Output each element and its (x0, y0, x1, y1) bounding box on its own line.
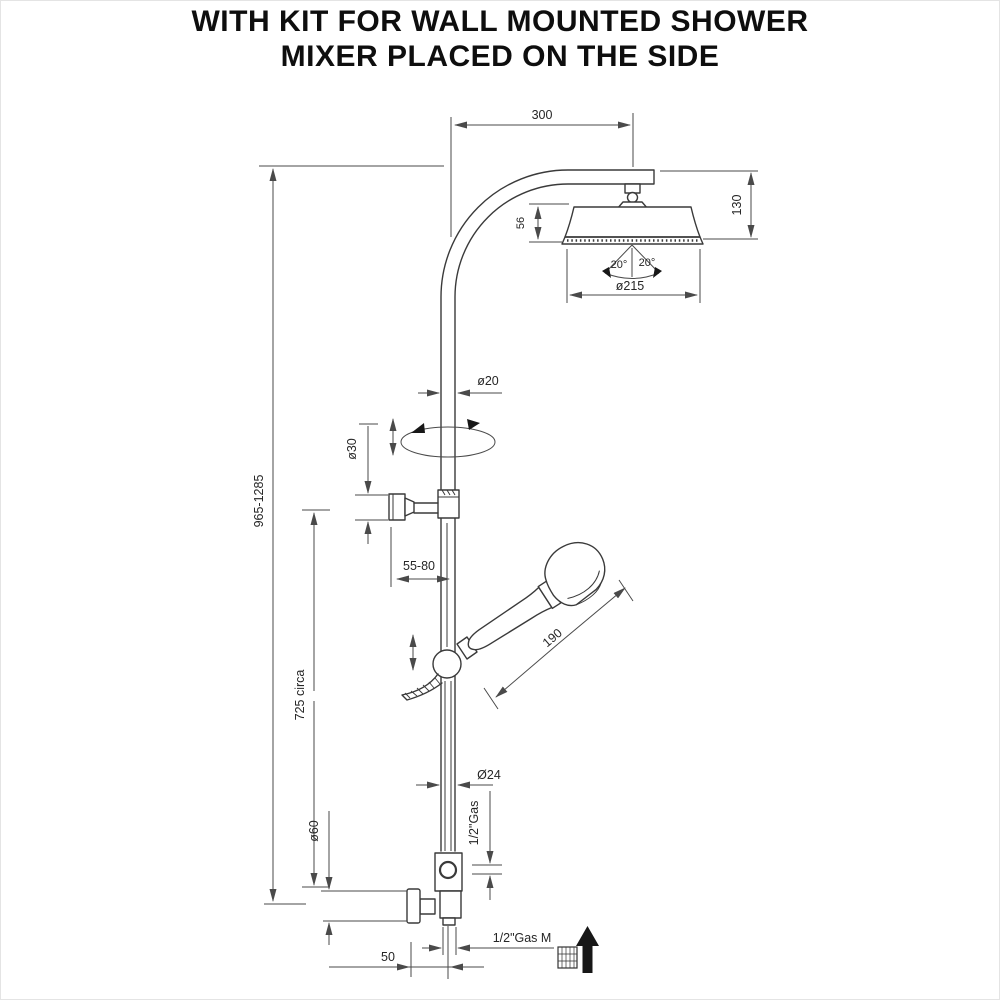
dim-label-300: 300 (531, 108, 553, 122)
head-stem (625, 184, 640, 193)
dim-label-half-gas: 1/2"Gas (467, 800, 481, 846)
title-line-2: MIXER PLACED ON THE SIDE (280, 40, 720, 73)
valve-lower-section (440, 891, 461, 918)
dim-riser-diameter (418, 374, 502, 393)
dimension-line-base (329, 942, 484, 977)
dim-label-56: 56 (515, 216, 527, 230)
rotation-arrow-right (467, 419, 480, 430)
shower-head (565, 207, 700, 237)
dim-label-o30: ø30 (345, 438, 359, 460)
dim-upper-thread (467, 791, 502, 900)
dim-label-20-left: 20° (610, 259, 628, 271)
valve-handle-arm (420, 899, 435, 914)
dim-bottom-offset (329, 942, 484, 977)
bracket-cone (405, 498, 414, 516)
valve-port (440, 862, 456, 878)
rotation-arrow-left (411, 423, 425, 433)
dim-label-o24: Ø24 (477, 768, 501, 782)
extension-ticks (321, 891, 407, 921)
extension-lines (259, 166, 444, 904)
pipe-collar (438, 490, 459, 518)
dim-label-o20: ø20 (477, 374, 499, 388)
shower-column-diagram (1, 1, 1000, 1000)
dim-total-height (252, 166, 444, 904)
extension-ticks (472, 865, 502, 874)
dim-lower-pipe-diameter (416, 768, 501, 785)
handshower-handle (462, 587, 551, 657)
ball-joint (628, 193, 638, 203)
bracket-arm (414, 503, 438, 513)
dimension-line (496, 644, 558, 697)
dim-label-50: 50 (381, 950, 395, 964)
valve-handle-knob (407, 889, 420, 923)
dim-head-height (515, 204, 569, 242)
extension-ticks (355, 424, 388, 520)
hand-shower (451, 532, 617, 668)
flow-direction-arrow-icon (576, 926, 599, 973)
dim-flange-diameter (345, 424, 388, 544)
title-line-1: WITH KIT FOR WALL MOUNTED SHOWER (191, 5, 809, 38)
dim-label-half-gas-m: 1/2"Gas M (492, 931, 552, 945)
brand-stamp-icon (558, 947, 577, 968)
dim-bottom-thread (422, 926, 554, 979)
outlet-stub (443, 918, 455, 925)
dim-knob-diameter (307, 811, 407, 945)
inner-pipe-lines (445, 523, 451, 851)
dim-label-725-circa: 725 circa (293, 669, 307, 721)
dim-label-55-80: 55-80 (403, 559, 435, 573)
extension-ticks (529, 204, 569, 242)
slider-body (433, 650, 461, 678)
rotation-indicator (401, 419, 495, 457)
dim-label-965-1285: 965-1285 (252, 474, 266, 528)
dim-label-130: 130 (730, 194, 744, 216)
dim-head-diameter (567, 249, 700, 303)
dim-label-o215: ø215 (615, 279, 645, 293)
dim-label-o60: ø60 (307, 820, 321, 842)
riser-pipe-and-arm (441, 170, 654, 851)
extension-lines (443, 926, 456, 979)
dim-label-20-right: 20° (638, 257, 656, 269)
dim-label-190: 190 (539, 625, 565, 651)
wall-flange (389, 494, 405, 520)
spray-angle-indicator (602, 245, 662, 279)
shower-column-outline (389, 170, 703, 925)
